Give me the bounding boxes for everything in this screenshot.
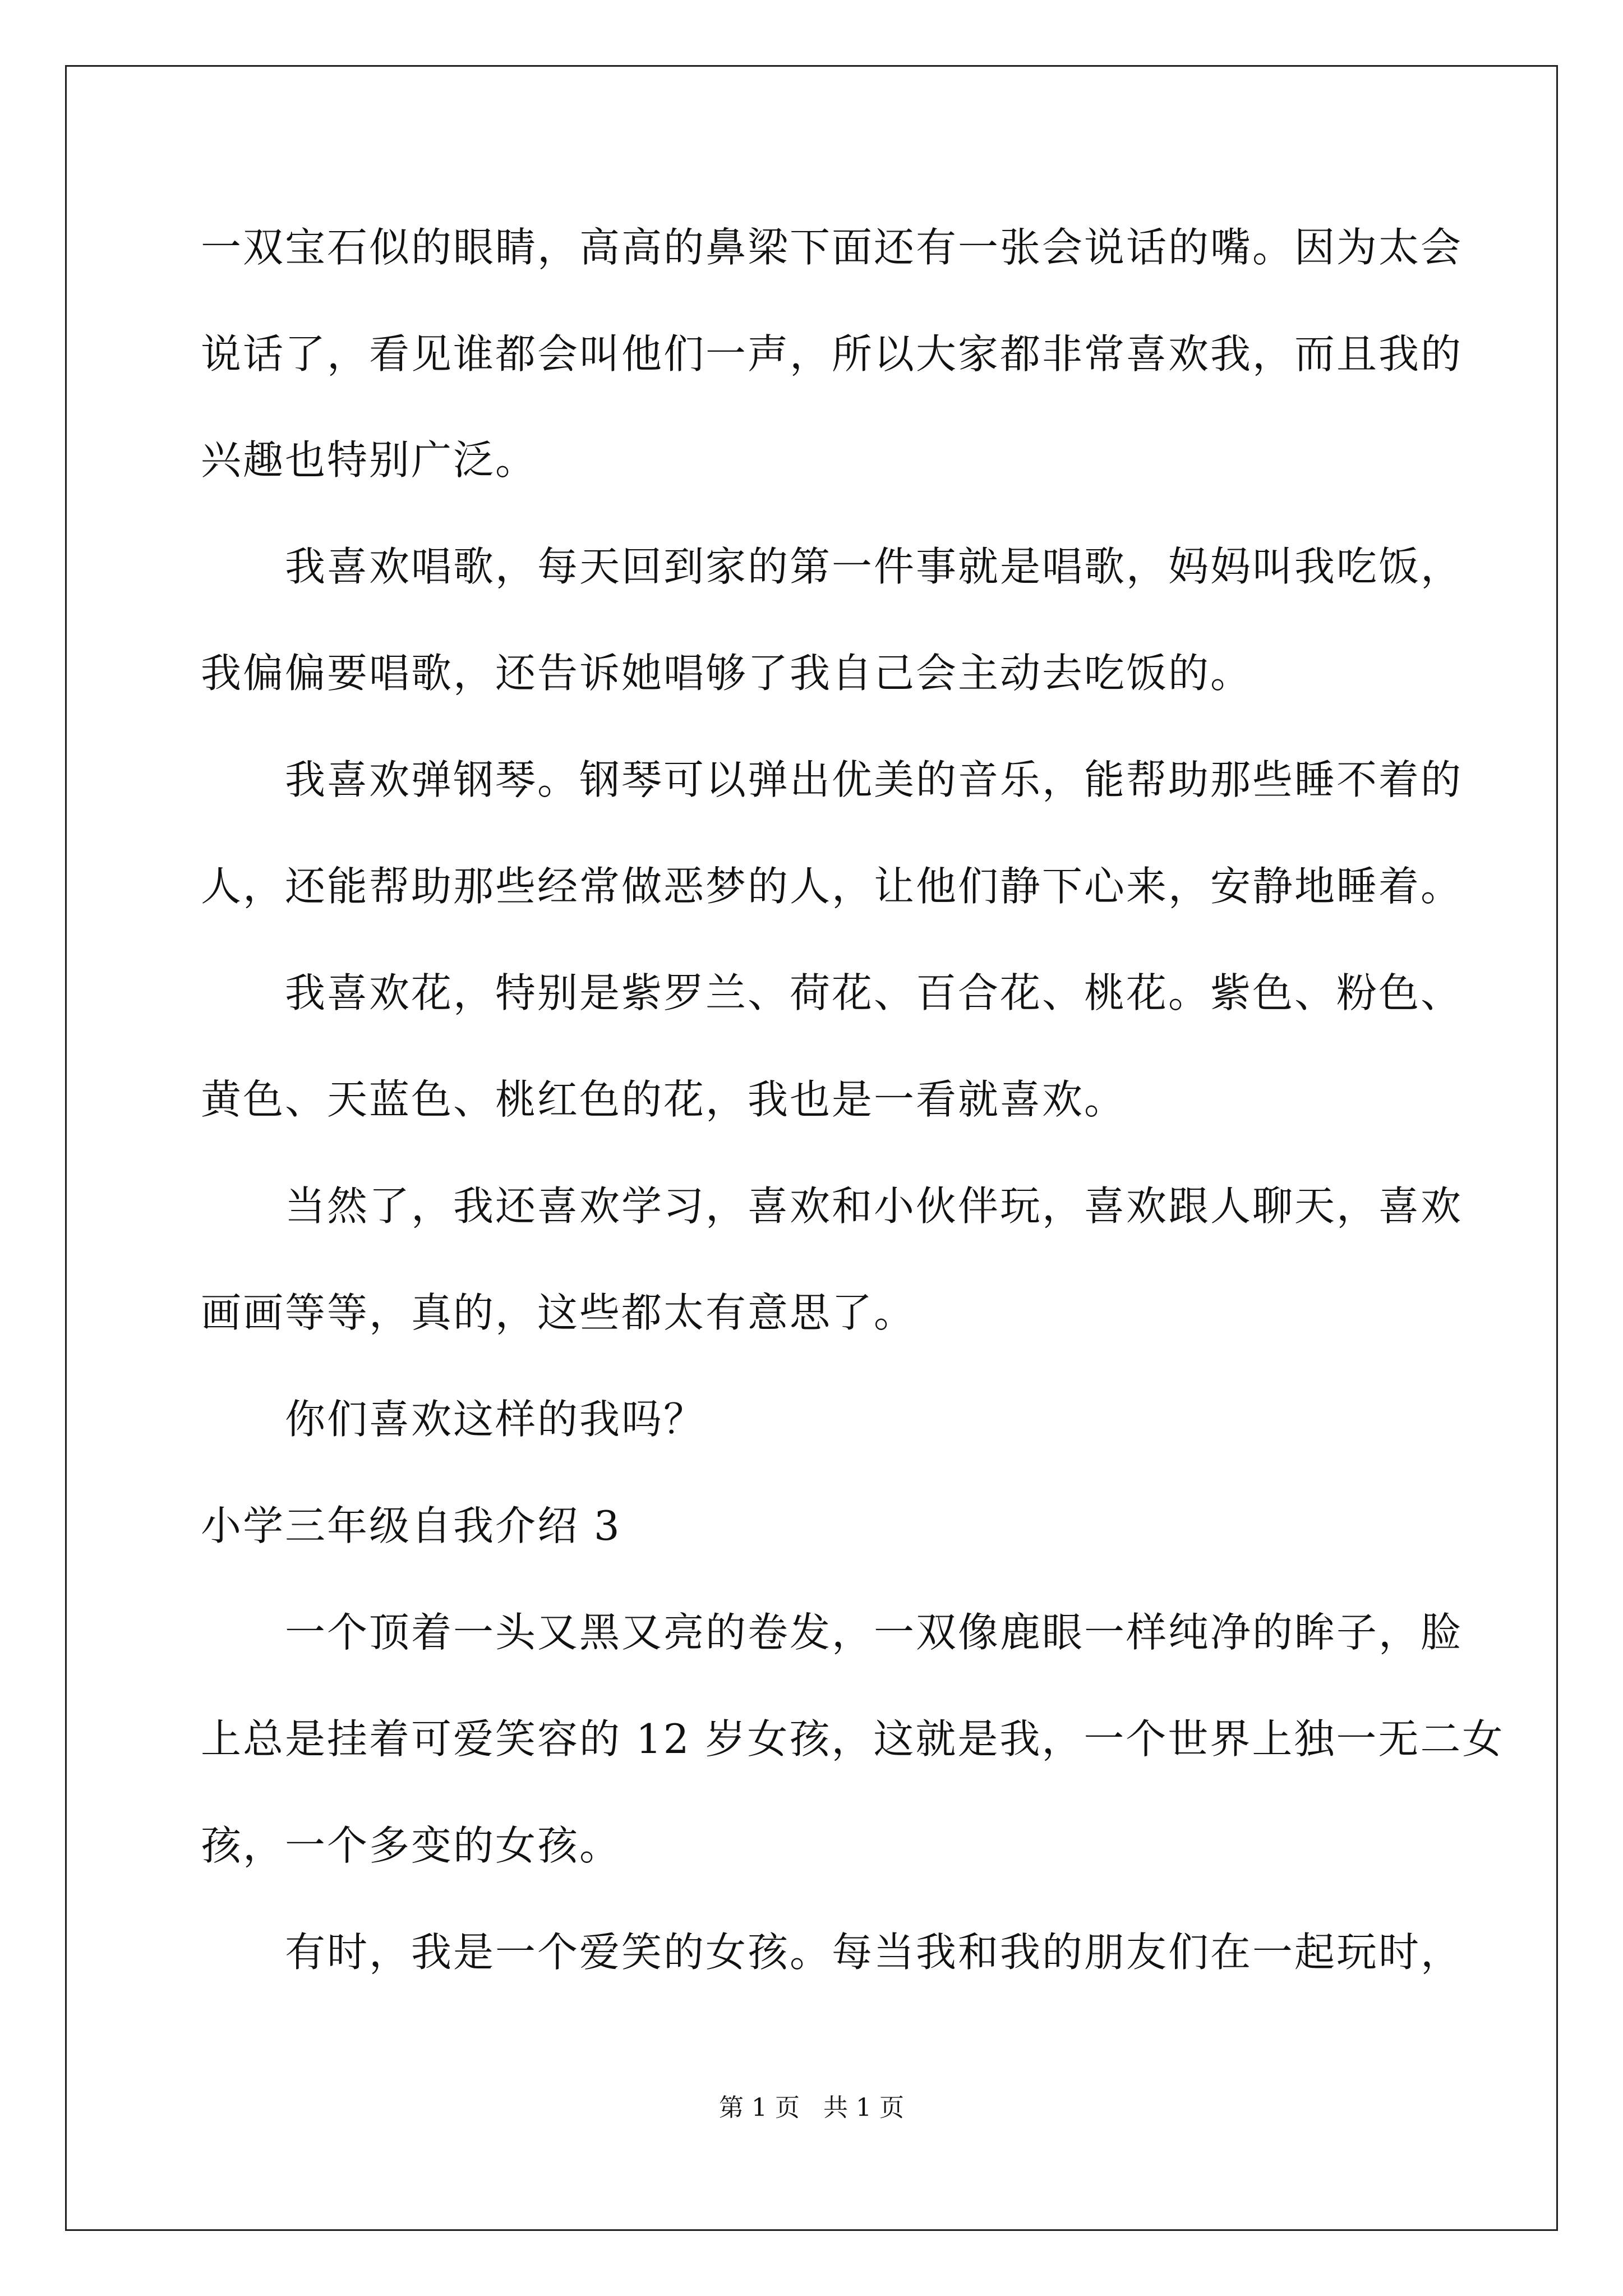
text-line: 上总是挂着可爱笑容的 12 岁女孩，这就是我，一个世界上独一无二女: [201, 1715, 1505, 1763]
text-line: 有时，我是一个爱笑的女孩。每当我和我的朋友们在一起玩时，: [201, 1929, 1463, 1976]
text-line: 说话了，看见谁都会叫他们一声，所以大家都非常喜欢我，而且我的: [201, 330, 1463, 378]
text-line: 兴趣也特别广泛。: [201, 436, 538, 484]
text-line: 你们喜欢这样的我吗？: [201, 1396, 706, 1443]
text-line: 我喜欢花，特别是紫罗兰、荷花、百合花、桃花。紫色、粉色、: [201, 969, 1463, 1016]
text-line: 一双宝石似的眼睛，高高的鼻梁下面还有一张会说话的嘴。因为太会: [201, 224, 1463, 271]
text-line: 我偏偏要唱歌，还告诉她唱够了我自己会主动去吃饭的。: [201, 650, 1253, 697]
text-line: 我喜欢唱歌，每天回到家的第一件事就是唱歌，妈妈叫我吃饭，: [201, 543, 1463, 590]
text-line: 孩，一个多变的女孩。: [201, 1822, 622, 1869]
text-line: 画画等等，真的，这些都太有意思了。: [201, 1289, 916, 1336]
text-line: 黄色、天蓝色、桃红色的花，我也是一看就喜欢。: [201, 1076, 1127, 1123]
page-footer: 第 1 页 共 1 页: [719, 2093, 904, 2122]
page-frame: [65, 65, 1558, 2231]
section-heading: 小学三年级自我介绍 3: [201, 1502, 621, 1549]
text-line: 我喜欢弹钢琴。钢琴可以弹出优美的音乐，能帮助那些睡不着的: [201, 756, 1463, 803]
text-line: 当然了，我还喜欢学习，喜欢和小伙伴玩，喜欢跟人聊天，喜欢: [201, 1182, 1463, 1230]
text-line: 人，还能帮助那些经常做恶梦的人，让他们静下心来，安静地睡着。: [201, 863, 1463, 910]
text-line: 一个顶着一头又黑又亮的卷发，一双像鹿眼一样纯净的眸子，脸: [201, 1609, 1463, 1656]
